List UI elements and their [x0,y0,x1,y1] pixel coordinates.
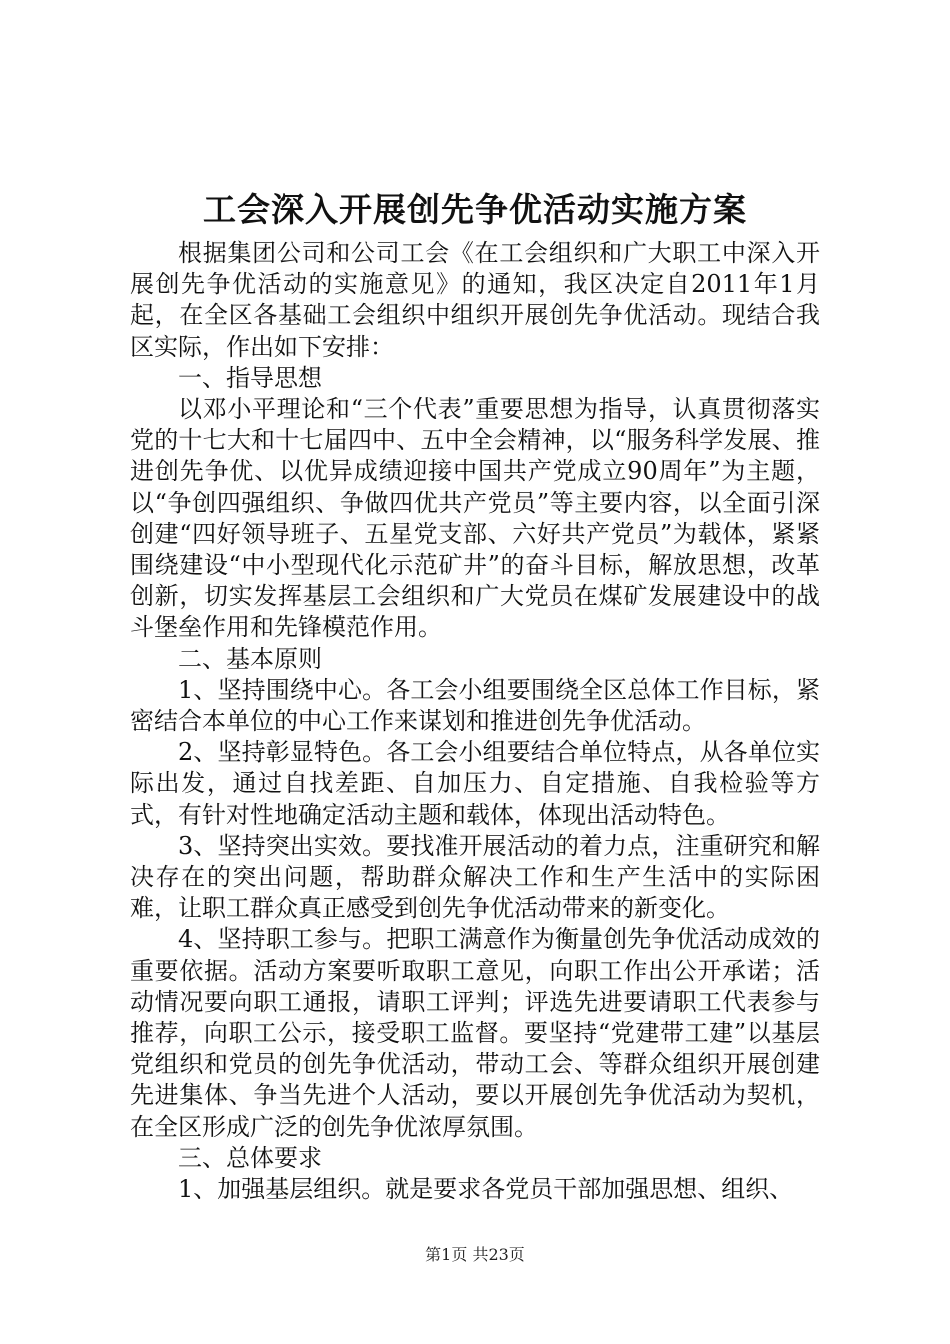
paragraph-intro: 根据集团公司和公司工会《在工会组织和广大职工中深入开展创先争优活动的实施意见》的通知，我区决定自2011年1月起，在全区各基础工会组织中组织开展创先争优活动。现结合我区实际，作出如下安排： [130,239,820,361]
document-body [130,238,820,1205]
section-heading-basic-principles: 二、基本原则 [178,644,322,673]
document-title: 工会深入开展创先争优活动实施方案 [203,190,747,229]
section-heading-general-requirements: 三、总体要求 [178,1143,322,1172]
paragraph-principle-4: 4、坚持职工参与。把职工满意作为衡量创先争优活动成效的重要依据。活动方案要听取职工意见，向职工作出公开承诺；活动情况要向职工通报，请职工评判；评选先进要请职工代表参与推荐，向职工公示，接受职工监督。要坚持“党建带工建”以基层党组织和党员的创先争优活动，带动工会、等群众组织开展创建先进集体、争当先进个人活动，要以开展创先争优活动为契机，在全区形成广泛的创先争优浓厚氛围。 [130,925,820,1141]
paragraph-principle-3: 3、坚持突出实效。要找准开展活动的着力点，注重研究和解决存在的突出问题，帮助群众解决工作和生产生活中的实际困难，让职工群众真正感受到创先争优活动带来的新变化。 [130,831,820,923]
page-number-footer: 第1页 共23页 [425,1245,525,1264]
paragraph-principle-1: 1、坚持围绕中心。各工会小组要围绕全区总体工作目标，紧密结合本单位的中心工作来谋划和推进创先争优活动。 [130,675,820,736]
paragraph-requirement-1: 1、加强基层组织。就是要求各党员干部加强思想、组织、 [178,1175,794,1204]
paragraph-guiding-ideology: 以邓小平理论和“三个代表”重要思想为指导，认真贯彻落实党的十七大和十七届四中、五中全会精神，以“服务科学发展、推进创先争优、以优异成绩迎接中国共产党成立90周年”为主题，以“争创四强组织、争做四优共产党员”等主要内容，以全面引深创建“四好领导班子、五星党支部、六好共产党员”为载体，紧紧围绕建设“中小型现代化示范矿井”的奋斗目标，解放思想，改革创新，切实发挥基层工会组织和广大党员在煤矿发展建设中的战斗堡垒作用和先锋模范作用。 [130,395,820,642]
paragraph-principle-2: 2、坚持彰显特色。各工会小组要结合单位特点，从各单位实际出发，通过自找差距、自加压力、自定措施、自我检验等方式，有针对性地确定活动主题和载体，体现出活动特色。 [130,738,820,829]
section-heading-guiding-ideology: 一、指导思想 [178,363,322,392]
